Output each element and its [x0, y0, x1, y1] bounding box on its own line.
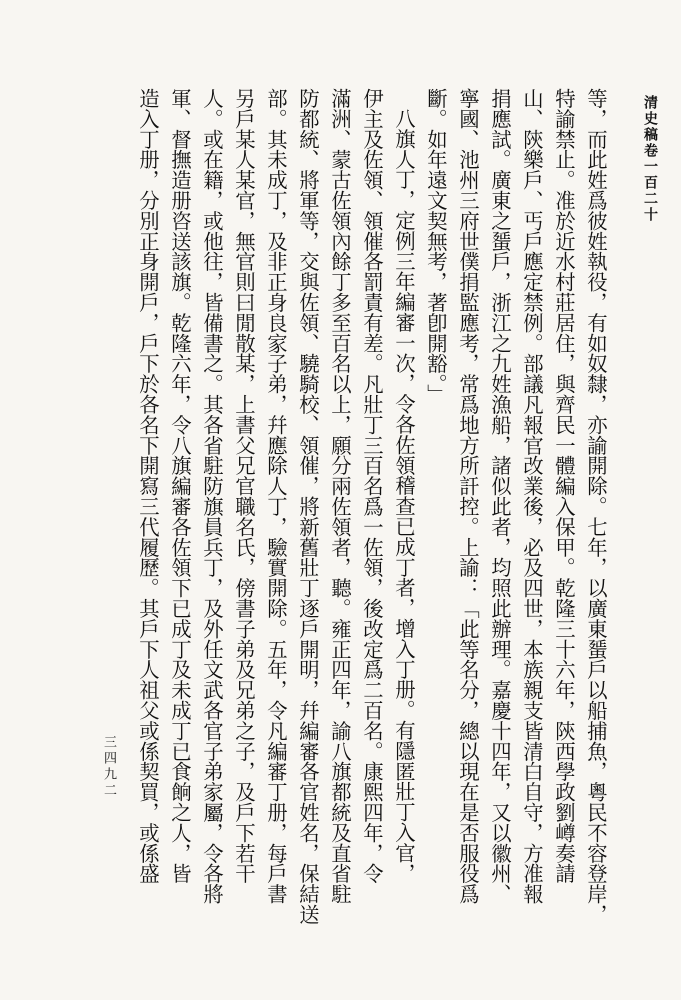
text-column: 山、陝樂戶、丐戶應定禁例。部議凡報官改業後，必及四世，本族親支皆清白自守，方准報 — [520, 88, 544, 904]
text-column: 人。或在籍，或他往，皆備書之。其各省駐防旗員兵丁，及外任文武各官子弟家屬，令各將 — [200, 88, 224, 904]
text-column: 八旗人丁，定例三年編審一次，令各佐領稽查已成丁者，增入丁册。有隱匿壯丁入官， — [392, 108, 416, 884]
text-column: 造入丁册，分別正身開戶，戶下於各名下開寫三代履歷。其戶下人祖父或係契買，或係盛 — [136, 88, 160, 884]
text-column: 防都統、將軍等，交與佐領、驍騎校、領催，將新舊壯丁逐戶開明，幷編審各官姓名，保結送 — [296, 88, 320, 925]
text-column: 部。其未成丁，及非正身良家子弟，幷應除人丁，驗實開除。五年，令凡編審丁册，每戶書 — [264, 88, 288, 904]
running-header-title: 清史稿卷一百二十 — [642, 95, 658, 223]
page-number: 三四九二 — [101, 735, 116, 799]
text-column: 捐應試。廣東之蜑戶，浙江之九姓漁船，諸似此者，均照此辦理。嘉慶十四年，又以徽州、 — [488, 88, 512, 904]
text-column: 寧國、池州三府世僕捐監應考，常爲地方所訐控。上諭：「此等名分，總以現在是否服役爲 — [456, 88, 480, 904]
text-column: 滿洲、蒙古佐領內餘丁多至百名以上，願分兩佐領者，聽。雍正四年，諭八旗都統及直省駐 — [328, 88, 352, 904]
text-column: 等，而此姓爲彼姓執役，有如奴隸，亦諭開除。七年，以廣東蜑戶以船捕魚，粵民不容登岸， — [584, 88, 608, 925]
text-column: 特諭禁止。准於近水村莊居住，與齊民一體編入保甲。乾隆三十六年，陝西學政劉嶟奏請 — [552, 88, 576, 884]
text-column: 伊主及佐領、領催各罰責有差。凡壯丁三百名爲一佐領，後改定爲二百名。康熙四年，令 — [360, 88, 384, 884]
text-column: 另戶某人某官，無官則曰閒散某，上書父兄官職名氏，傍書子弟及兄弟之子，及戶下若干 — [232, 88, 256, 884]
text-column: 軍、督撫造册咨送該旗。乾隆六年，令八旗編審各佐領下已成丁及未成丁已食餉之人，皆 — [168, 88, 192, 884]
text-column: 斷。如年遠文契無考，著卽開豁。」 — [424, 88, 448, 405]
